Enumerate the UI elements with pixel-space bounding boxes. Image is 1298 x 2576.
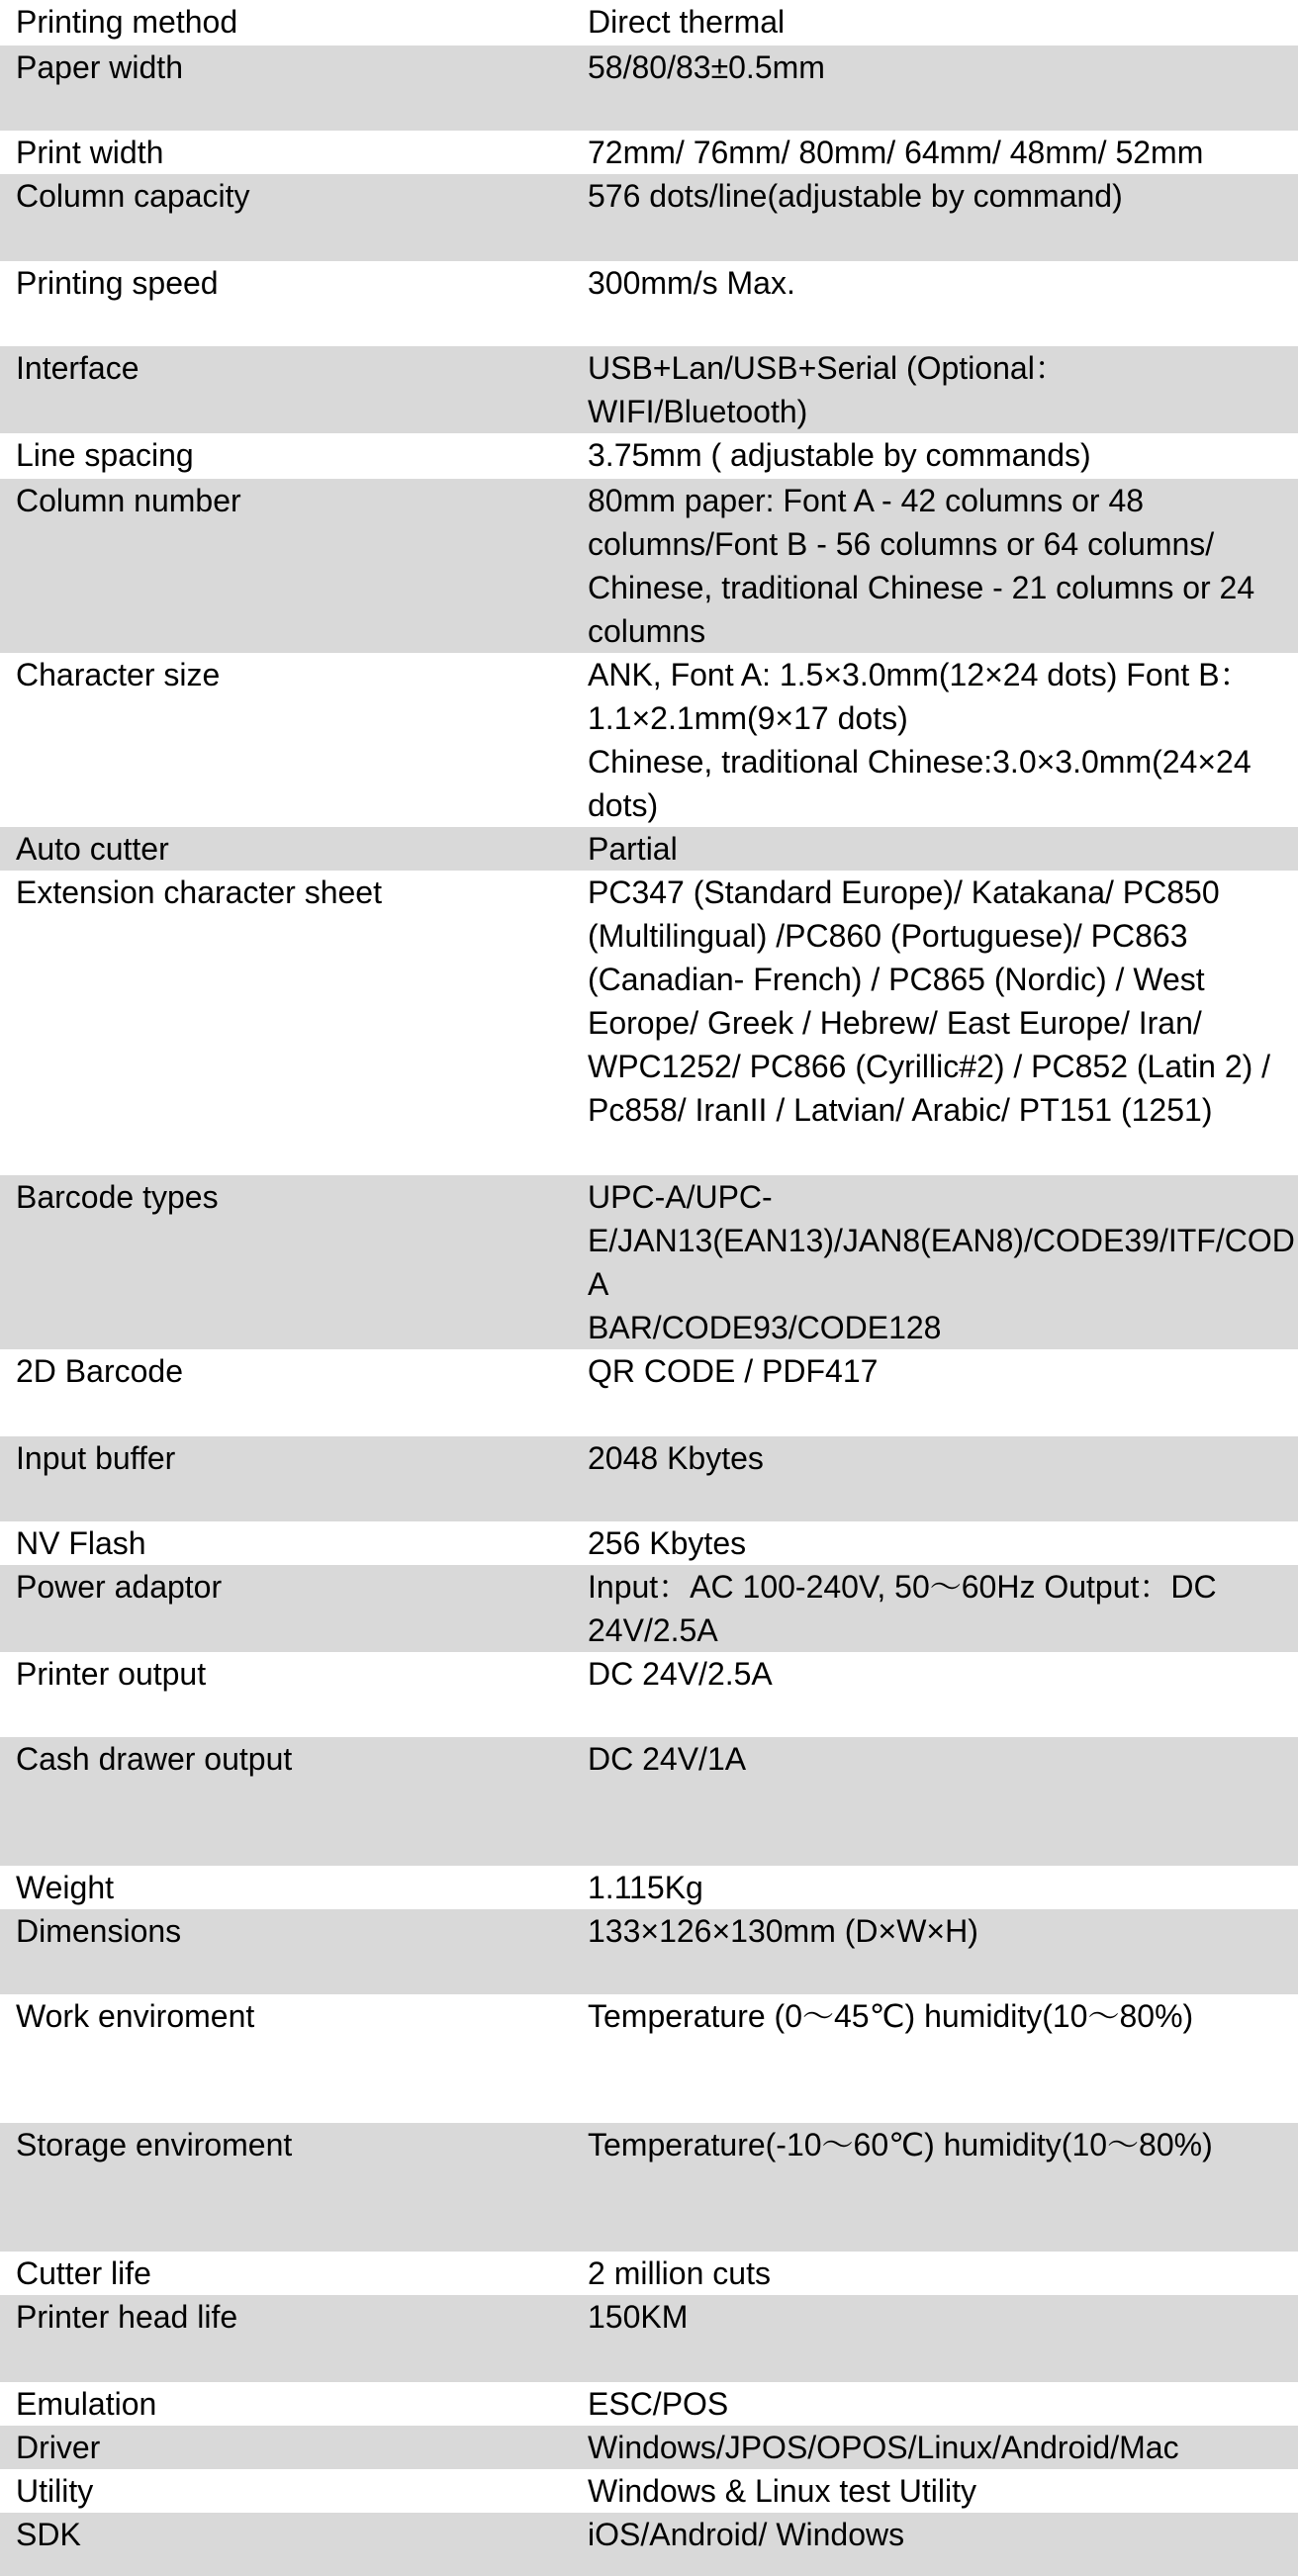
spec-value bbox=[588, 2513, 1298, 2576]
spec-value-line: iOS/Android/ Windows bbox=[588, 2517, 905, 2552]
spec-row bbox=[0, 131, 1298, 174]
spec-value-line: 3.75mm ( adjustable by commands) bbox=[588, 437, 1091, 473]
spec-value-line: USB+Lan/USB+Serial (Optional： bbox=[588, 350, 1066, 386]
spec-label: Printing method bbox=[0, 0, 588, 46]
spec-label: Printer head life bbox=[0, 2295, 588, 2382]
spec-value-line: 1.115Kg bbox=[588, 1870, 703, 1905]
spec-label: Print width bbox=[0, 131, 588, 174]
spec-value bbox=[588, 261, 1298, 346]
spec-row bbox=[0, 1349, 1298, 1436]
spec-value bbox=[588, 1521, 1298, 1565]
spec-label: Emulation bbox=[0, 2382, 588, 2426]
spec-row bbox=[0, 827, 1298, 871]
spec-value-line: DC 24V/1A bbox=[588, 1741, 747, 1777]
spec-row bbox=[0, 2426, 1298, 2469]
spec-row bbox=[0, 1175, 1298, 1349]
spec-value-line: Partial bbox=[588, 831, 678, 867]
spec-value-line: ESC/POS bbox=[588, 2386, 729, 2422]
spec-label: Barcode types bbox=[0, 1175, 588, 1349]
spec-value bbox=[588, 1565, 1298, 1652]
spec-label: Work enviroment bbox=[0, 1994, 588, 2123]
spec-label: Driver bbox=[0, 2426, 588, 2469]
spec-value bbox=[588, 1349, 1298, 1436]
spec-value-line: PC347 (Standard Europe)/ Katakana/ PC850 bbox=[588, 874, 1220, 910]
spec-row bbox=[0, 174, 1298, 261]
spec-label: 2D Barcode bbox=[0, 1349, 588, 1436]
spec-row bbox=[0, 46, 1298, 131]
spec-value bbox=[588, 827, 1298, 871]
spec-row bbox=[0, 261, 1298, 346]
spec-value-line: columns/Font B - 56 columns or 64 columns/ bbox=[588, 526, 1215, 562]
spec-row bbox=[0, 1436, 1298, 1521]
spec-value bbox=[588, 2295, 1298, 2382]
spec-value-line: DC 24V/2.5A bbox=[588, 1656, 773, 1692]
spec-row bbox=[0, 1909, 1298, 1994]
spec-label: SDK bbox=[0, 2513, 588, 2576]
spec-label: Paper width bbox=[0, 46, 588, 131]
spec-value-line: E/JAN13(EAN13)/JAN8(EAN8)/CODE39/ITF/CODA bbox=[588, 1223, 1295, 1302]
spec-value bbox=[588, 1175, 1298, 1349]
spec-value-line: dots) bbox=[588, 787, 659, 823]
spec-row bbox=[0, 1521, 1298, 1565]
spec-row bbox=[0, 2469, 1298, 2513]
spec-value-line: WPC1252/ PC866 (Cyrillic#2) / PC852 (Latin 2) / bbox=[588, 1049, 1271, 1084]
spec-row bbox=[0, 1737, 1298, 1866]
spec-row bbox=[0, 0, 1298, 46]
spec-label: Cutter life bbox=[0, 2252, 588, 2295]
spec-value bbox=[588, 2469, 1298, 2513]
spec-value-line: Windows/JPOS/OPOS/Linux/Android/Mac bbox=[588, 2430, 1179, 2465]
spec-value bbox=[588, 131, 1298, 174]
spec-label: Extension character sheet bbox=[0, 871, 588, 1175]
spec-row bbox=[0, 2382, 1298, 2426]
spec-label: Character size bbox=[0, 653, 588, 827]
spec-value bbox=[588, 46, 1298, 131]
spec-label: Printing speed bbox=[0, 261, 588, 346]
spec-value-line: columns bbox=[588, 613, 706, 649]
spec-value-line: Windows & Linux test Utility bbox=[588, 2473, 977, 2509]
spec-value-line: (Canadian- French) / PC865 (Nordic) / West bbox=[588, 962, 1205, 997]
spec-row bbox=[0, 2123, 1298, 2252]
spec-value-line: 150KM bbox=[588, 2299, 689, 2335]
spec-value-line: 2048 Kbytes bbox=[588, 1440, 764, 1476]
spec-value-line: Temperature(-10～60℃) humidity(10～80%) bbox=[588, 2127, 1213, 2162]
spec-value bbox=[588, 346, 1298, 433]
spec-value bbox=[588, 1866, 1298, 1909]
spec-row bbox=[0, 653, 1298, 827]
spec-row bbox=[0, 479, 1298, 653]
spec-row bbox=[0, 2252, 1298, 2295]
spec-value bbox=[588, 2426, 1298, 2469]
spec-row bbox=[0, 433, 1298, 479]
spec-value-line: QR CODE / PDF417 bbox=[588, 1353, 879, 1389]
spec-value-line: UPC-A/UPC- bbox=[588, 1179, 773, 1215]
spec-label: Line spacing bbox=[0, 433, 588, 479]
spec-value-line: 300mm/s Max. bbox=[588, 265, 795, 301]
spec-row bbox=[0, 2513, 1298, 2576]
spec-value-line: 72mm/ 76mm/ 80mm/ 64mm/ 48mm/ 52mm bbox=[588, 135, 1204, 170]
spec-value-line: WIFI/Bluetooth) bbox=[588, 394, 808, 429]
spec-row bbox=[0, 1652, 1298, 1737]
spec-row bbox=[0, 2295, 1298, 2382]
spec-value-line: 24V/2.5A bbox=[588, 1612, 718, 1648]
spec-value bbox=[588, 1652, 1298, 1737]
spec-label: Printer output bbox=[0, 1652, 588, 1737]
spec-value bbox=[588, 871, 1298, 1175]
spec-value-line: Direct thermal bbox=[588, 4, 786, 40]
spec-value-line: Input：AC 100-240V, 50～60Hz Output：DC bbox=[588, 1569, 1217, 1605]
spec-value-line: Pc858/ IranII / Latvian/ Arabic/ PT151 (1251) bbox=[588, 1092, 1213, 1128]
spec-value-line: Temperature (0～45℃) humidity(10～80%) bbox=[588, 1998, 1194, 2034]
spec-label: Input buffer bbox=[0, 1436, 588, 1521]
spec-value bbox=[588, 653, 1298, 827]
spec-value-line: 80mm paper: Font A - 42 columns or 48 bbox=[588, 483, 1145, 518]
spec-value-line: Chinese, traditional Chinese - 21 columns or 24 bbox=[588, 570, 1255, 605]
spec-label: NV Flash bbox=[0, 1521, 588, 1565]
spec-label: Interface bbox=[0, 346, 588, 433]
spec-label: Cash drawer output bbox=[0, 1737, 588, 1866]
spec-value bbox=[588, 1737, 1298, 1866]
spec-value-line: BAR/CODE93/CODE128 bbox=[588, 1310, 942, 1345]
spec-value bbox=[588, 2382, 1298, 2426]
spec-value bbox=[588, 479, 1298, 653]
spec-value-line: 256 Kbytes bbox=[588, 1525, 747, 1561]
spec-value bbox=[588, 2123, 1298, 2252]
spec-label: Storage enviroment bbox=[0, 2123, 588, 2252]
spec-value-line: 2 million cuts bbox=[588, 2255, 771, 2291]
spec-value-line: 1.1×2.1mm(9×17 dots) bbox=[588, 700, 908, 736]
spec-value bbox=[588, 2252, 1298, 2295]
spec-value bbox=[588, 433, 1298, 479]
spec-value-line: 58/80/83±0.5mm bbox=[588, 49, 825, 85]
spec-row bbox=[0, 871, 1298, 1175]
spec-value-line: 133×126×130mm (D×W×H) bbox=[588, 1913, 978, 1949]
spec-label: Power adaptor bbox=[0, 1565, 588, 1652]
spec-row bbox=[0, 346, 1298, 433]
spec-value-line: Chinese, traditional Chinese:3.0×3.0mm(24×24 bbox=[588, 744, 1252, 780]
spec-value bbox=[588, 0, 1298, 46]
spec-row bbox=[0, 1565, 1298, 1652]
spec-label: Utility bbox=[0, 2469, 588, 2513]
spec-row bbox=[0, 1994, 1298, 2123]
spec-label: Dimensions bbox=[0, 1909, 588, 1994]
spec-value bbox=[588, 1994, 1298, 2123]
spec-value-line: 576 dots/line(adjustable by command) bbox=[588, 178, 1123, 214]
spec-value bbox=[588, 1909, 1298, 1994]
spec-label: Auto cutter bbox=[0, 827, 588, 871]
spec-value-line: Eorope/ Greek / Hebrew/ East Europe/ Iran/ bbox=[588, 1005, 1202, 1041]
spec-value bbox=[588, 174, 1298, 261]
spec-value-line: (Multilingual) /PC860 (Portuguese)/ PC863 bbox=[588, 918, 1188, 954]
spec-row bbox=[0, 1866, 1298, 1909]
spec-label: Column number bbox=[0, 479, 588, 653]
spec-label: Weight bbox=[0, 1866, 588, 1909]
spec-value bbox=[588, 1436, 1298, 1521]
spec-value-line: ANK, Font A: 1.5×3.0mm(12×24 dots) Font B： bbox=[588, 657, 1252, 692]
spec-label: Column capacity bbox=[0, 174, 588, 261]
